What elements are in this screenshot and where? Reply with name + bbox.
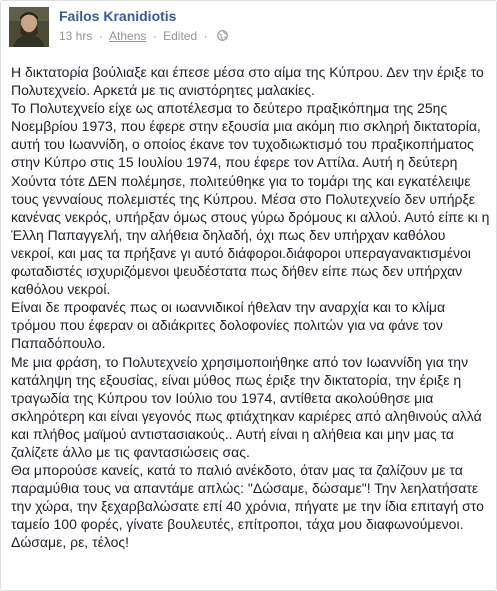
post-paragraph: Το Πολυτεχνείο είχε ως αποτέλεσμα το δεύτερο πραξικόπημα της 25ης Νοεμβρίου 1973, που έφερε στην εξουσία μια ακόμη πιο σκληρή δικτατορία, αυτή του Ιωαννίδη, ο οποίος έκανε τον τυχοδιωκτισμό του πραξικοπήματος στην Κύπρο στις 15 Ιουλίου 1974, που έφερε τον Αττίλα. Αυτή η δεύτερη Χούντα τότε ΔΕΝ πολέμησε, πολιτεύθηκε για το τομάρι της και εγκατέλειψε τους γενναίους πολεμιστές της Κύπρου. Μέσα στο Πολυτεχνείο δεν υπήρξε κανένας νεκρός, υπήρξαν όμως στους γύρω δρόμους κι αλλού. Αυτό είπε κι η Έλλη Παπαγγελή, την αλήθεια δηλαδή, όχι πως δεν υπήρχαν καθόλου νεκροί, και μας τα πρήξανε γι αυτό διάφοροι.διάφοροι υπεραγανακτισμένοι φωταδιστές ισχυριζόμενοι ψευδέστατα πως δήθεν είπε πως δεν υπήρχαν καθόλου νεκροί. — [11, 100, 490, 298]
edited-label[interactable]: Edited — [163, 28, 198, 43]
post-paragraph: Με μια φράση, το Πολυτεχνείο χρησιμοποιήθηκε από τον Ιωαννίδη για την κατάληψη της εξουσίας, είναι μύθος πως έριξε την δικτατορία, την έριξε η τραγωδία της Κύπρου τον Ιούλιο του 1974, αντίθετα ακολούθησε μια σκληρότερη και είναι γεγονός πως φτιάχτηκαν καριέρες από αληθινούς αλλά και πλήθος μαϊμού αντιστασιακούς.. Αυτή είναι η αλήθεια και μην μας τα ζαλίζετε άλλο με τις φαντασιώσεις σας. — [11, 353, 482, 460]
post-paragraph: Θα μπορούσε κανείς, κατά το παλιό ανέκδοτο, όταν μας τα ζαλίζουν με τα παραμύθια τους να απαντάμε απλώς: "Δώσαμε, δώσαμε"! Την λεηλατήσατε την χώρα, την ξεχαρβαλώσατε επί 40 χρόνια, πήγατε με την ίδια επιταγή στο ταμείο 100 φορές, γίνατε βουλευτές, επίτροποι, τάχα μου διαφωνούμενοι. Δώσαμε, ρε, τέλος! — [11, 462, 484, 551]
post-paragraph: Είναι δε προφανές πως οι ιωαννιδικοί ήθελαν την αναρχία και το κλίμα τρόμου που έφεραν οι αδιάκριτες δολοφονίες πολιτών για να φάνε τον Παπαδόπουλο. — [11, 299, 446, 352]
post-time[interactable]: 13 hrs — [59, 28, 93, 43]
post-subline — [59, 27, 228, 44]
separator: · — [98, 28, 103, 43]
post-location[interactable]: Athens — [109, 28, 147, 43]
globe-icon[interactable] — [217, 30, 228, 41]
post-header — [9, 6, 489, 50]
separator: · — [152, 28, 157, 43]
avatar[interactable] — [9, 7, 49, 47]
profile-photo — [9, 7, 49, 47]
post-text — [11, 63, 491, 552]
post-meta — [59, 6, 228, 44]
separator: · — [203, 28, 208, 43]
author-name[interactable]: Failos Kranidiotis — [59, 8, 177, 24]
post-paragraph: Η δικτατορία βούλιαξε και έπεσε μέσα στο αίμα της Κύπρου. Δεν την έριξε το Πολυτεχνείο. Αρκετά με τις ανιστόρητες μαλακίες. — [11, 64, 484, 99]
